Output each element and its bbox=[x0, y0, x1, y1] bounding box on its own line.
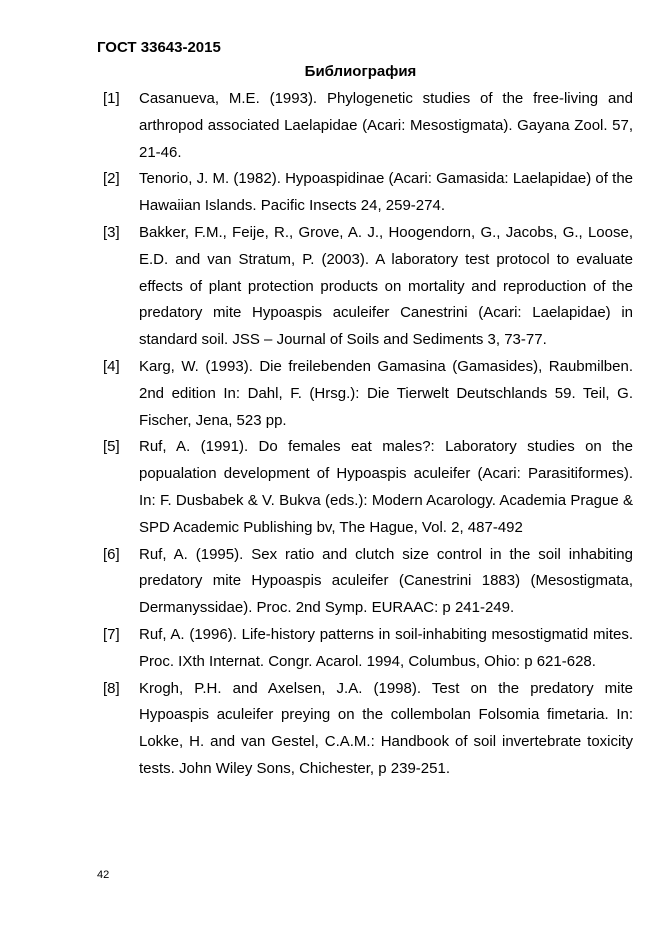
reference-number: [7] bbox=[103, 625, 120, 643]
reference-number: [2] bbox=[103, 170, 120, 188]
page-number: 42 bbox=[97, 869, 110, 881]
reference-number: [8] bbox=[103, 679, 120, 697]
reference-item bbox=[97, 354, 633, 434]
reference-text: Krogh, P.H. and Axelsen, J.A. (1998). Test on the predatory mite Hypoaspis aculeifer preying on the collembolan Folsomia fimetaria. In: Lokke, H. and van Gestel, C.A.M.: Handbook of soil invertebrate toxicity tests. John Wiley Sons, Chichester, p 239-251. bbox=[139, 679, 633, 777]
reference-item bbox=[97, 166, 633, 220]
reference-text: Bakker, F.M., Feije, R., Grove, A. J., Hoogendorn, G., Jacobs, G., Loose, E.D. and van Stratum, P. (2003). A laboratory test protocol to evaluate effects of plant protection products on mortality and reproduction of the predatory mite Hypoaspis aculeifer Canestrini (Acari: Laelapidae) in standard soil. JSS – Journal of Soils and Sediments 3, 73-77. bbox=[139, 223, 633, 349]
reference-number: [4] bbox=[103, 357, 120, 375]
reference-number: [1] bbox=[103, 90, 120, 107]
reference-item bbox=[97, 434, 633, 541]
reference-text: Ruf, A. (1996). Life-history patterns in soil-inhabiting mesostigmatid mites. Proc. IXth Internat. Congr. Acarol. 1994, Columbus, Ohio: p 621-628. bbox=[139, 625, 633, 670]
document-code: ГОСТ 33643-2015 bbox=[97, 39, 221, 56]
reference-item bbox=[97, 220, 633, 354]
reference-text: Tenorio, J. M. (1982). Hypoaspidinae (Acari: Gamasida: Laelapidae) of the Hawaiian Islands. Pacific Insects 24, 259-274. bbox=[139, 170, 633, 215]
reference-item bbox=[97, 86, 633, 166]
reference-list bbox=[97, 86, 633, 783]
reference-number: [5] bbox=[103, 438, 120, 456]
reference-item bbox=[97, 676, 633, 783]
reference-text: Ruf, A. (1991). Do females eat males?: Laboratory studies on the popualation development of Hypoaspis aculeifer (Acari: Parasitiformes). In: F. Dusbabek & V. Bukva (eds.): Modern Acarology. Academia Prague & SPD Academic Publishing bv, The Hague, Vol. 2, 487-492 bbox=[139, 438, 633, 536]
reference-text: Ruf, A. (1995). Sex ratio and clutch size control in the soil inhabiting predatory mite Hypoaspis aculeifer (Canestrini 1883) (Mesostigmata, Dermanyssidae). Proc. 2nd Symp. EURAAC: p 241-249. bbox=[139, 545, 633, 617]
reference-number: [3] bbox=[103, 223, 120, 241]
reference-text: Karg, W. (1993). Die freilebenden Gamasina (Gamasides), Raubmilben. 2nd edition In: Dahl, F. (Hrsg.): Die Tierwelt Deutschlands 59. Teil, G. Fischer, Jena, 523 pp. bbox=[139, 357, 633, 429]
reference-number: [6] bbox=[103, 545, 120, 563]
bibliography-title: Библиография bbox=[304, 63, 417, 80]
reference-item bbox=[97, 542, 633, 622]
reference-text: Casanueva, M.E. (1993). Phylogenetic studies of the free-living and arthropod associated Laelapidae (Acari: Mesostigmata). Gayana Zool. 57, 21-46. bbox=[139, 90, 633, 161]
reference-item bbox=[97, 622, 633, 676]
